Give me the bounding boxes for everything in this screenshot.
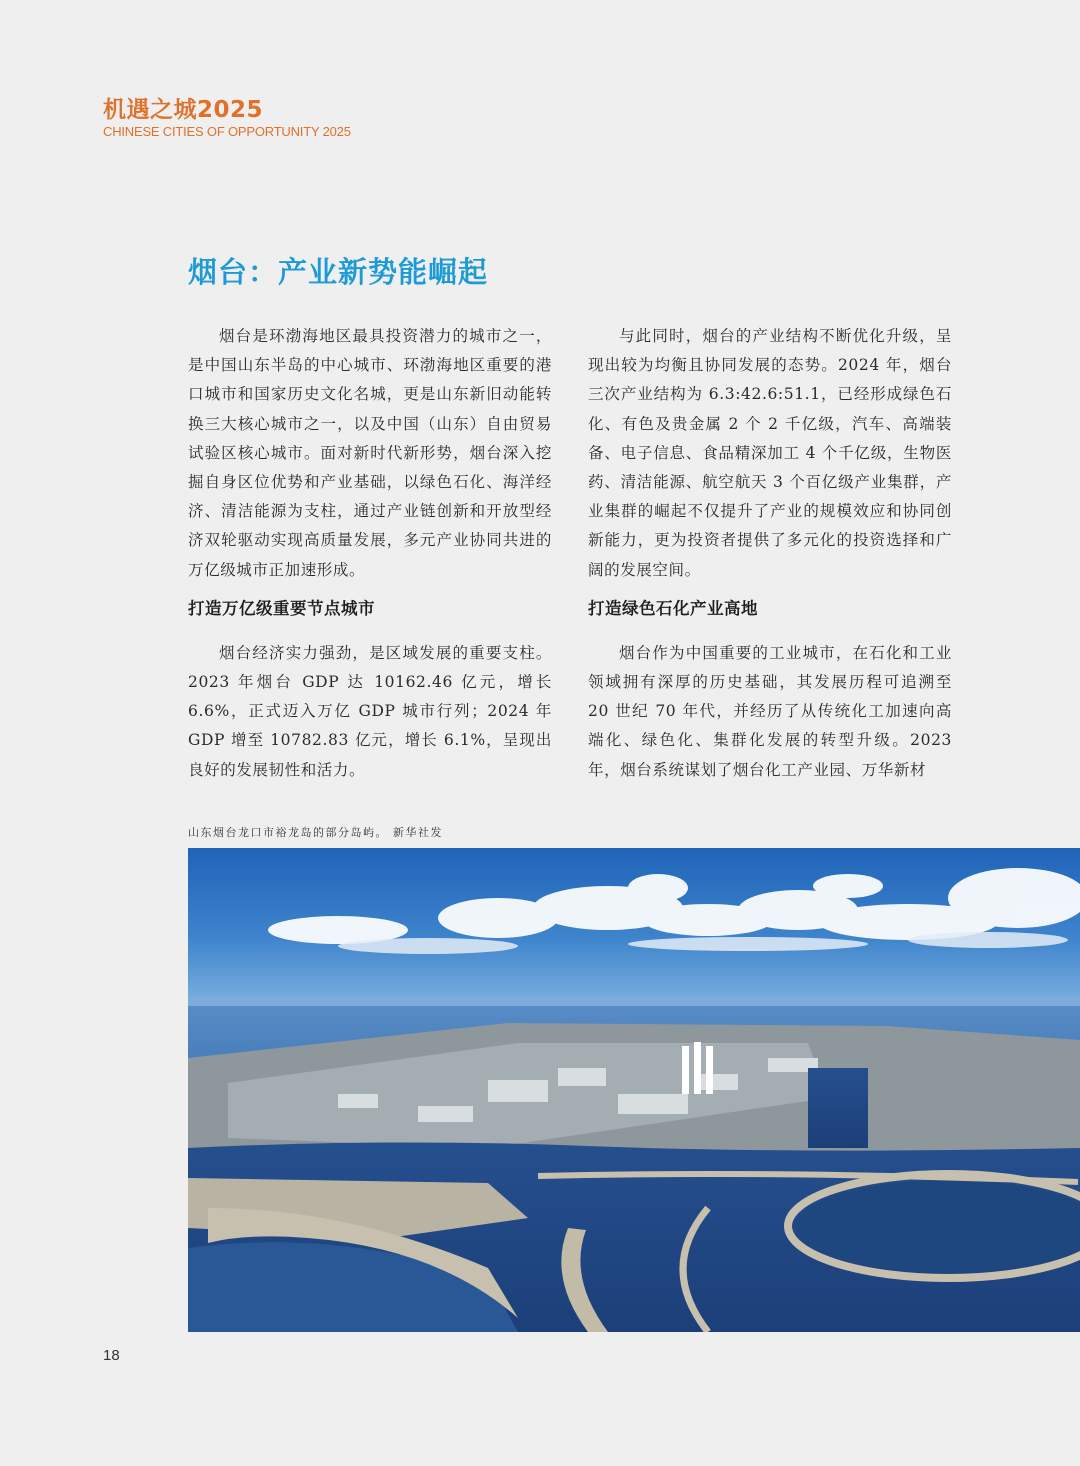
page-number: 18: [103, 1347, 120, 1364]
right-column: [588, 322, 952, 785]
article-title: 烟台：产业新势能崛起: [188, 255, 489, 289]
section-heading: 打造绿色石化产业高地: [588, 598, 758, 618]
brand-title-en: CHINESE CITIES OF OPPORTUNITY 2025: [103, 124, 351, 139]
left-column: [188, 322, 552, 785]
intro-paragraph: 烟台是环渤海地区最具投资潜力的城市之一，是中国山东半岛的中心城市、环渤海地区重要的港口城市和国家历史文化名城，更是山东新旧动能转换三大核心城市之一，以及中国（山东）自由贸易试验区核心城市。面对新时代新形势，烟台深入挖掘自身区位优势和产业基础，以绿色石化、海洋经济、清洁能源为支柱，通过产业链创新和开放型经济双轮驱动实现高质量发展，多元产业协同共进的万亿级城市正加速形成。: [188, 327, 552, 579]
body-paragraph: 烟台作为中国重要的工业城市，在石化和工业领域拥有深厚的历史基础，其发展历程可追溯至 20 世纪 70 年代，并经历了从传统化工加速向高端化、绿色化、集群化发展的转型升级。2023 年，烟台系统谋划了烟台化工产业园、万华新材: [588, 643, 952, 779]
intro-paragraph: 与此同时，烟台的产业结构不断优化升级，呈现出较为均衡且协同发展的态势。2024 年，烟台三次产业结构为 6.3:42.6:51.1，已经形成绿色石化、有色及贵金属 2 个 2 千亿级，汽车、高端装备、电子信息、食品精深加工 4 个千亿级，生物医药、清洁能源、航空航天 3 个百亿级产业集群，产业集群的崛起不仅提升了产业的规模效应和协同创新能力，更为投资者提供了多元化的投资选择和广阔的发展空间。: [588, 327, 952, 579]
photo-caption: 山东烟台龙口市裕龙岛的部分岛屿。 新华社发: [188, 826, 443, 839]
body-paragraph: 烟台经济实力强劲，是区域发展的重要支柱。2023 年烟台 GDP 达 10162.46 亿元，增长 6.6%，正式迈入万亿 GDP 城市行列；2024 年 GDP 增至 10782.83 亿元，增长 6.1%，呈现出良好的发展韧性和活力。: [188, 643, 552, 779]
aerial-photo: [188, 848, 1080, 1332]
brand-header: [103, 96, 351, 140]
brand-title-cn: 机遇之城2025: [103, 97, 264, 123]
section-heading: 打造万亿级重要节点城市: [188, 598, 375, 618]
